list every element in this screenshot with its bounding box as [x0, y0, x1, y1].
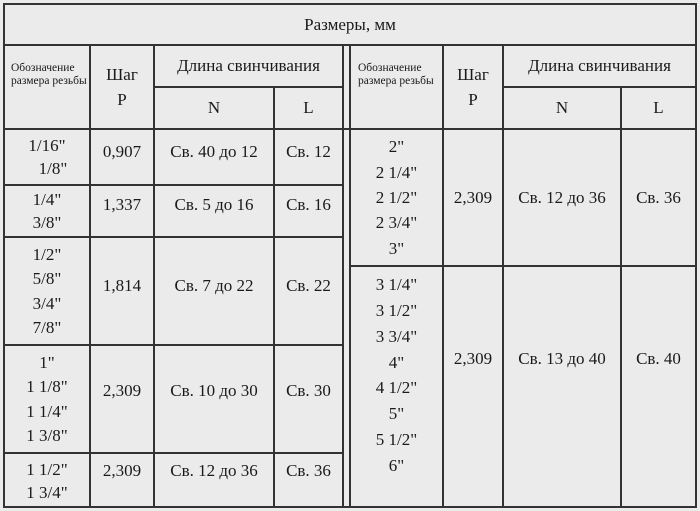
length-n-value: Св. 12 до 36 — [518, 187, 606, 207]
thread-size: 3/8" — [32, 212, 62, 232]
length-l-value: Св. 12 — [286, 142, 331, 161]
header-pitch-symbol: P — [468, 90, 478, 109]
table-row — [351, 267, 442, 483]
thread-size: 3" — [388, 238, 405, 258]
thread-size: 6" — [388, 456, 405, 475]
thread-size: 3 1/2" — [375, 300, 418, 320]
table-title: Размеры, мм — [304, 14, 396, 34]
header-pitch-right — [444, 46, 502, 128]
length-n-value: Св. 10 до 30 — [170, 381, 258, 400]
header-pitch-left — [91, 46, 153, 128]
pitch-value: 0,907 — [102, 142, 142, 161]
thread-size: 4 1/2" — [375, 378, 418, 398]
thread-size: 2 1/2" — [375, 187, 418, 207]
header-n-right: N — [555, 98, 569, 117]
pitch-value: 1,337 — [102, 195, 142, 214]
thread-size: 2" — [388, 137, 405, 157]
length-n-value: Св. 13 до 40 — [518, 349, 606, 368]
header-pitch-symbol: P — [117, 90, 127, 109]
length-l-value: Св. 22 — [286, 276, 331, 295]
length-n-value: Св. 12 до 36 — [170, 461, 258, 480]
header-l-left: L — [303, 98, 314, 117]
thread-size: 7/8" — [32, 318, 62, 338]
header-pitch-label: Шаг — [457, 65, 489, 84]
thread-size: 5/8" — [32, 269, 62, 289]
pitch-value: 2,309 — [102, 381, 142, 400]
header-designation-left: Обозначение размера резьбы — [11, 62, 87, 87]
header-l-right: L — [653, 98, 664, 117]
thread-size: 1 1/2" — [26, 459, 68, 479]
thread-size: 1/8" — [38, 159, 68, 179]
length-n-value: Св. 7 до 22 — [174, 276, 254, 295]
pitch-value: 2,309 — [453, 349, 493, 368]
table-row — [5, 454, 89, 508]
thread-size: 2 3/4" — [375, 213, 418, 233]
length-l-value: Св. 36 — [636, 187, 681, 207]
header-n-left: N — [207, 98, 221, 117]
thread-size: 3/4" — [32, 293, 62, 313]
length-n-value: Св. 40 до 12 — [170, 142, 258, 161]
table-row — [5, 130, 89, 184]
header-pitch-label: Шаг — [106, 65, 138, 84]
pitch-value: 1,814 — [102, 276, 142, 295]
thread-size: 5 1/2" — [375, 430, 418, 450]
thread-size: 1/4" — [32, 190, 62, 210]
thread-size: 3 3/4" — [375, 326, 418, 346]
length-l-value: Св. 36 — [286, 461, 331, 480]
thread-size: 1" — [39, 352, 55, 372]
length-n-value: Св. 5 до 16 — [174, 195, 254, 214]
pitch-value: 2,309 — [102, 461, 142, 480]
header-length-right: Длина свинчивания — [528, 56, 671, 75]
table-row — [5, 238, 89, 344]
thread-size: 1/16" — [28, 135, 66, 155]
thread-size: 2 1/4" — [375, 162, 418, 182]
header-length-left: Длина свинчивания — [177, 56, 320, 75]
thread-size: 1 3/8" — [26, 426, 68, 446]
length-l-value: Св. 30 — [286, 381, 331, 400]
table-row — [5, 186, 89, 236]
thread-size: 3 1/4" — [375, 274, 418, 294]
length-l-value: Св. 16 — [286, 195, 331, 214]
thread-size: 1/2" — [32, 244, 62, 264]
length-l-value: Св. 40 — [636, 349, 681, 368]
table-row — [5, 346, 89, 452]
table-row — [351, 130, 442, 265]
thread-size: 4" — [388, 352, 405, 372]
thread-size: 5" — [388, 404, 405, 424]
thread-size: 1 3/4" — [26, 483, 68, 503]
thread-size: 1 1/8" — [26, 377, 68, 397]
header-designation-right: Обозначение размера резьбы — [358, 62, 434, 87]
pitch-value: 2,309 — [453, 187, 493, 207]
thread-size: 1 1/4" — [26, 401, 68, 421]
